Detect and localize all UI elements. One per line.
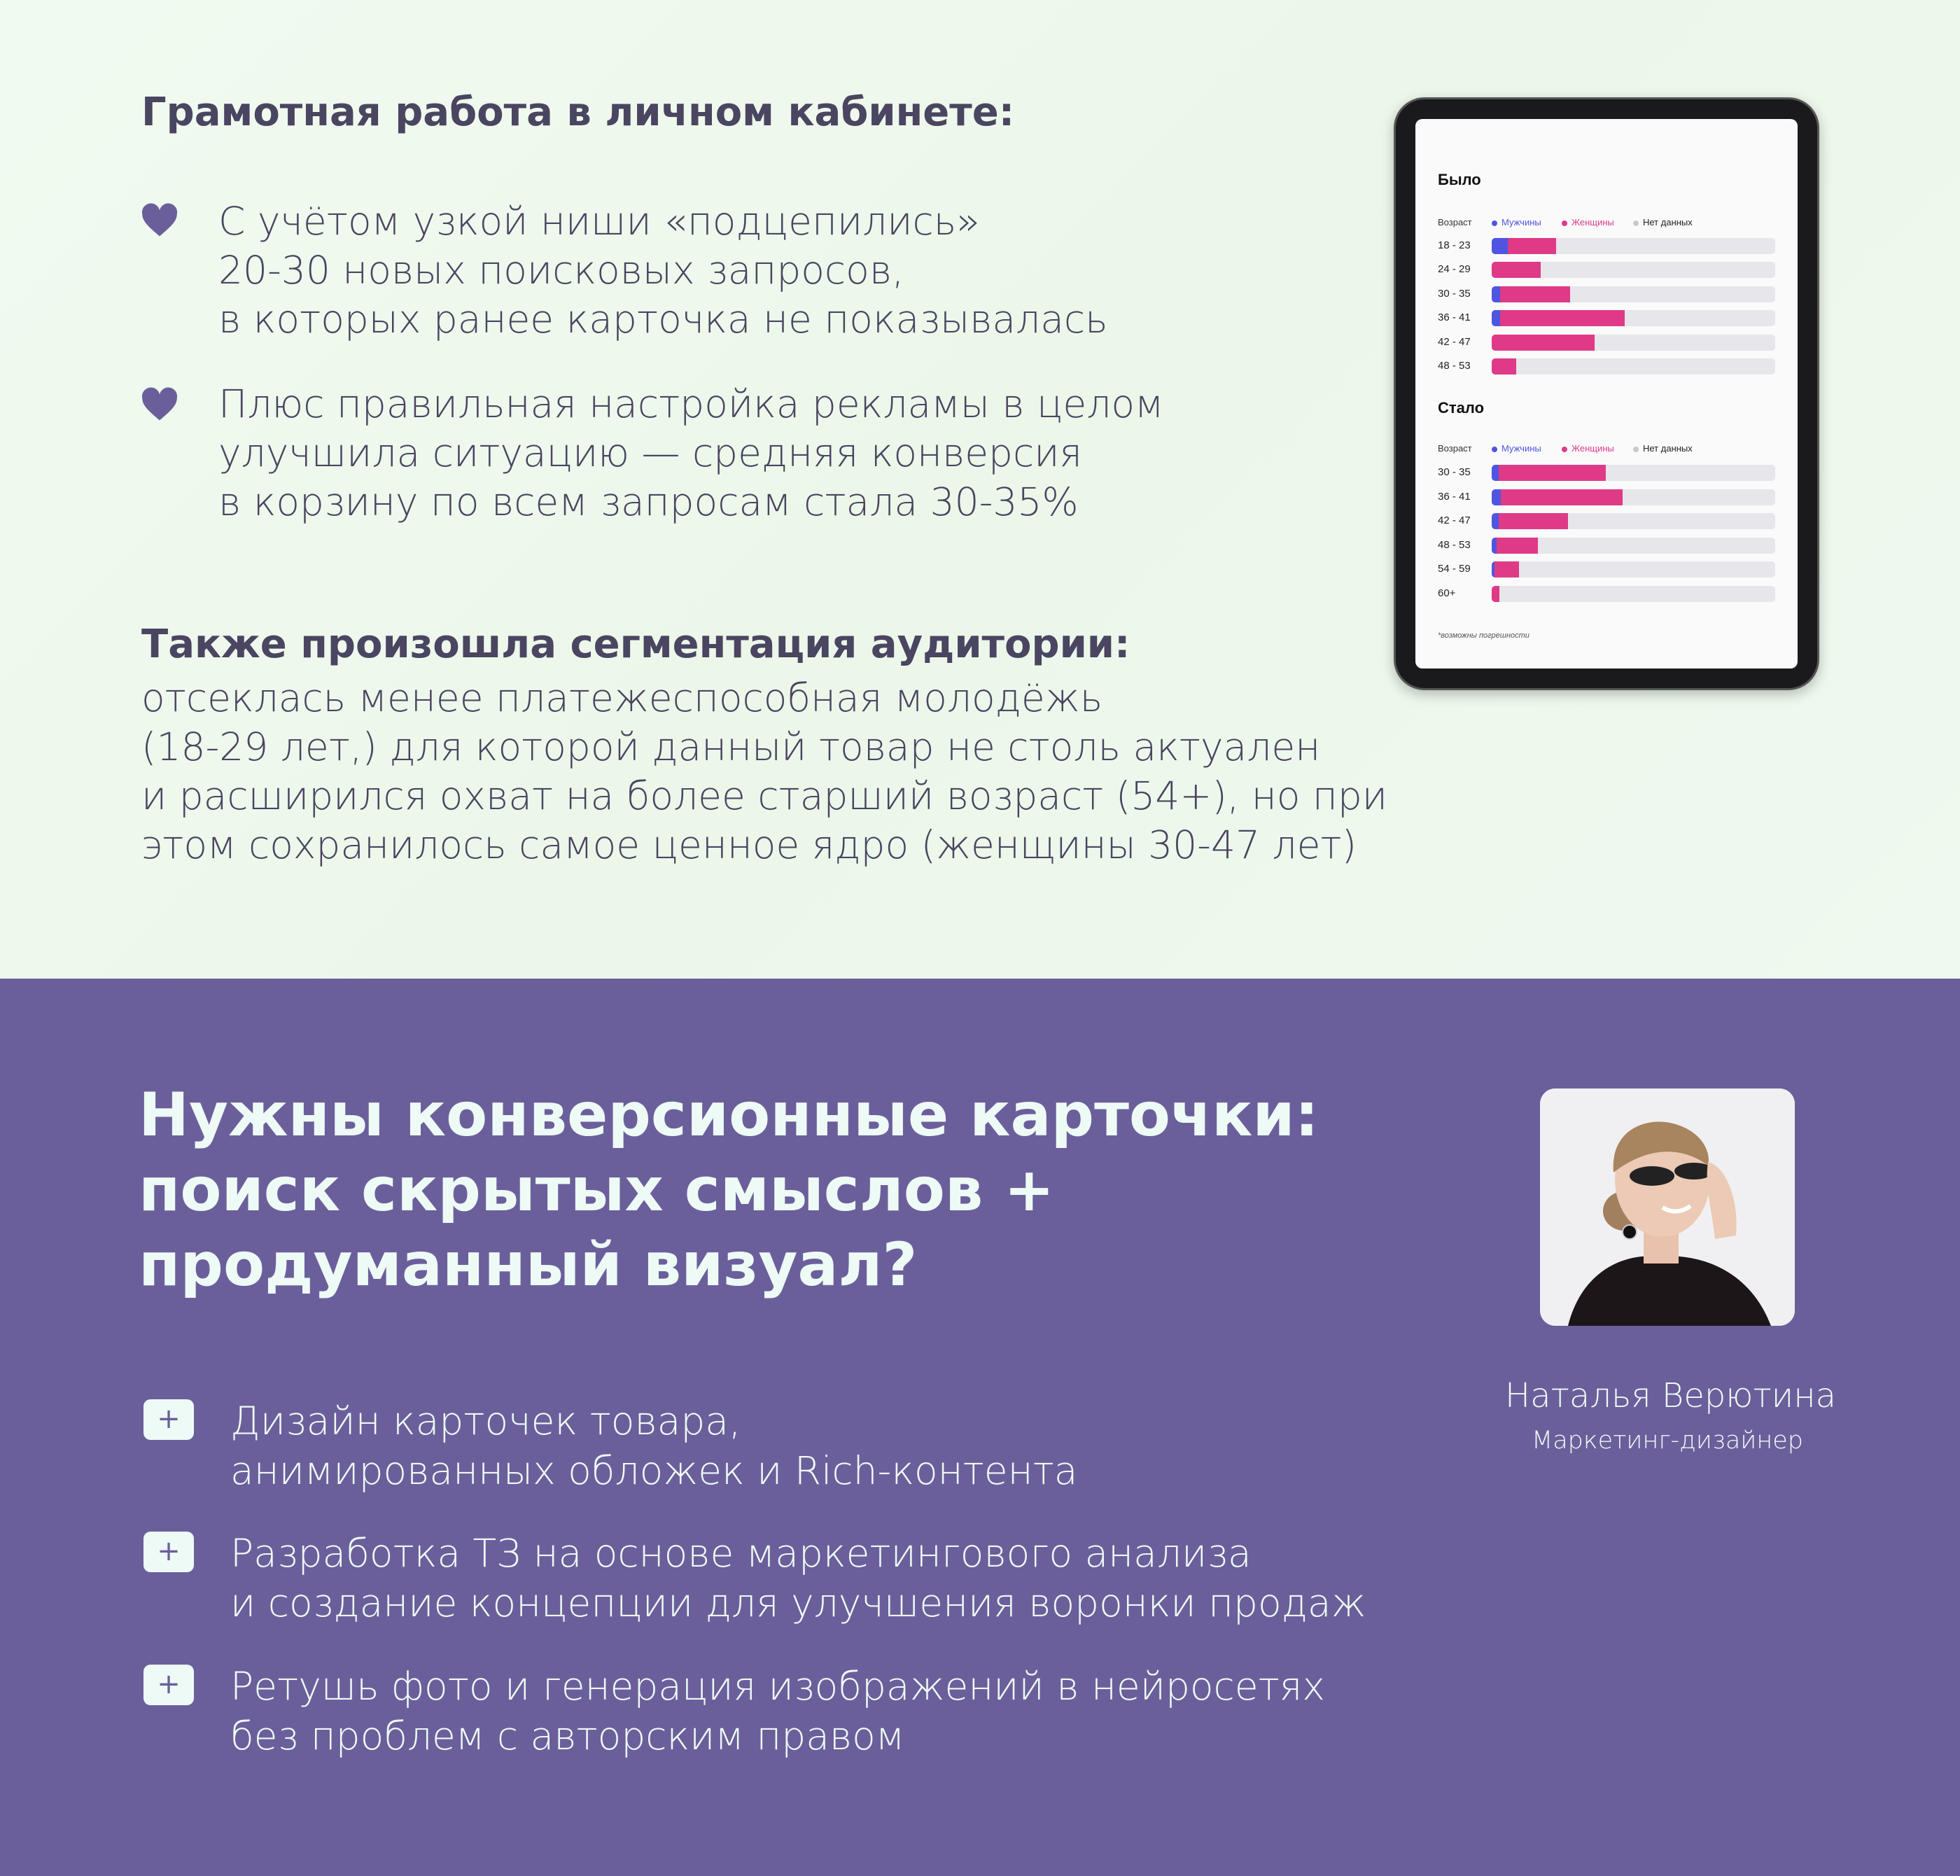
author-photo: [1540, 1088, 1795, 1326]
legend-label: Женщины: [1572, 443, 1614, 454]
heart-icon: [141, 387, 178, 422]
bar-women: [1500, 310, 1624, 326]
text-line: и расширился охват на более старший возраст (54+), но при: [141, 774, 1387, 818]
tick-label: 36 - 41: [1438, 312, 1471, 324]
heart-icon: [141, 203, 178, 238]
text-line: (18-29 лет,) для которой данный товар не столь актуален: [141, 724, 1321, 769]
tick-label: 48 - 53: [1438, 538, 1471, 551]
tick-label: 18 - 23: [1438, 239, 1471, 251]
text-line: в корзину по всем запросам стала 30-35%: [218, 479, 1079, 524]
bar-track: [1492, 358, 1775, 374]
legend-item: [1633, 217, 1693, 227]
bar-women: [1497, 538, 1538, 554]
bar-track: [1492, 238, 1775, 254]
chart-footnote: *возможны погрешности: [1438, 631, 1530, 640]
bar-track: [1492, 310, 1775, 326]
bar-men: [1492, 238, 1508, 254]
bar-track: [1492, 286, 1775, 302]
heading-line: продуманный визуал?: [139, 1230, 918, 1300]
heading-line: Нужны конверсионные карточки:: [139, 1080, 1320, 1150]
bar-women: [1501, 489, 1623, 505]
chart-title: Было: [1438, 171, 1481, 188]
bar-women: [1500, 286, 1570, 302]
legend-item: [1562, 443, 1614, 454]
bar-men: [1492, 513, 1499, 529]
tick-label: 42 - 47: [1438, 514, 1471, 527]
heading-line: поиск скрытых смыслов +: [139, 1155, 1055, 1225]
service-item-1: [230, 1396, 1077, 1496]
axis-label: Возраст: [1438, 443, 1472, 454]
text-line: отсеклась менее платежеспособная молодёжь: [141, 676, 1103, 720]
bar-track: [1492, 561, 1775, 578]
text-line: в которых ранее карточка не показывалась: [218, 297, 1108, 342]
legend-label: Нет данных: [1643, 217, 1693, 227]
legend-dot-icon: [1562, 220, 1567, 226]
legend-item: [1492, 443, 1541, 454]
text-line: анимированных обложек и Rich-контента: [230, 1448, 1078, 1493]
bar-women: [1494, 561, 1518, 578]
plus-icon: +: [144, 1532, 194, 1572]
bar-track: [1492, 489, 1775, 505]
legend-label: Мужчины: [1502, 217, 1541, 227]
tick-label: 42 - 47: [1438, 335, 1471, 348]
legend-item: [1562, 217, 1614, 227]
text-line: Дизайн карточек товара,: [230, 1399, 741, 1443]
legend-item: [1633, 443, 1693, 454]
bar-men: [1492, 310, 1500, 326]
text-line: Разработка ТЗ на основе маркетингового анализа: [230, 1531, 1252, 1576]
cta-heading: [139, 1078, 1319, 1303]
service-item-3: [230, 1662, 1325, 1761]
tick-label: 30 - 35: [1438, 287, 1471, 300]
text-line: 20-30 новых поисковых запросов,: [218, 248, 904, 293]
work-heading: Грамотная работа в личном кабинете:: [141, 90, 1015, 135]
text-line: Ретушь фото и генерация изображений в нейросетях: [230, 1664, 1325, 1709]
tick-label: 54 - 59: [1438, 563, 1471, 575]
bar-women: [1492, 358, 1516, 374]
bar-track: [1492, 538, 1775, 554]
bar-men: [1492, 538, 1497, 554]
service-item-2: [230, 1529, 1366, 1628]
axis-label: Возраст: [1438, 217, 1472, 227]
legend-dot-icon: [1492, 220, 1497, 226]
tablet-screen: [1415, 119, 1798, 668]
bullet-text-2: [218, 379, 1164, 526]
text-line: Плюс правильная настройка рекламы в целом: [218, 382, 1164, 426]
tick-label: 60+: [1438, 587, 1456, 599]
legend-dot-icon: [1492, 447, 1497, 452]
bar-men: [1492, 286, 1500, 302]
legend-dot-icon: [1633, 447, 1639, 452]
text-line: этом сохранилось самое ценное ядро (женщины 30-47 лет): [141, 822, 1357, 867]
bar-men: [1492, 489, 1501, 505]
plus-icon: +: [144, 1665, 194, 1705]
segmentation-heading: Также произошла сегментация аудитории:: [141, 622, 1130, 667]
text-line: и создание концепции для улучшения воронки продаж: [230, 1581, 1366, 1625]
bar-women: [1492, 262, 1541, 278]
text-line: без проблем с авторским правом: [230, 1714, 905, 1758]
legend-item: [1492, 217, 1541, 227]
tick-label: 48 - 53: [1438, 360, 1471, 372]
bar-men: [1492, 465, 1499, 481]
tick-label: 30 - 35: [1438, 466, 1471, 478]
bar-women: [1499, 513, 1568, 529]
bar-track: [1492, 262, 1775, 278]
text-line: С учётом узкой ниши «подцепились»: [218, 199, 980, 244]
bar-women: [1499, 465, 1606, 481]
author-role: Маркетинг-дизайнер: [1532, 1427, 1803, 1455]
legend-dot-icon: [1633, 220, 1639, 226]
legend-dot-icon: [1562, 447, 1567, 452]
author-name: Наталья Верютина: [1505, 1376, 1837, 1415]
text-line: улучшила ситуацию — средняя конверсия: [218, 430, 1082, 475]
bullet-text-1: [218, 197, 1108, 344]
tick-label: 24 - 29: [1438, 263, 1471, 276]
bar-women: [1508, 238, 1555, 254]
chart-title: Стало: [1438, 399, 1485, 416]
bar-track: [1492, 513, 1775, 529]
tick-label: 36 - 41: [1438, 490, 1471, 503]
bar-track: [1492, 586, 1775, 602]
plus-icon: +: [144, 1399, 194, 1440]
legend-label: Женщины: [1572, 217, 1614, 227]
bar-track: [1492, 465, 1775, 481]
bar-track: [1492, 335, 1775, 351]
segmentation-text: [141, 673, 1387, 869]
bar-women: [1492, 335, 1595, 351]
legend-label: Мужчины: [1502, 443, 1541, 454]
legend-label: Нет данных: [1643, 443, 1693, 454]
bar-women: [1492, 586, 1499, 602]
